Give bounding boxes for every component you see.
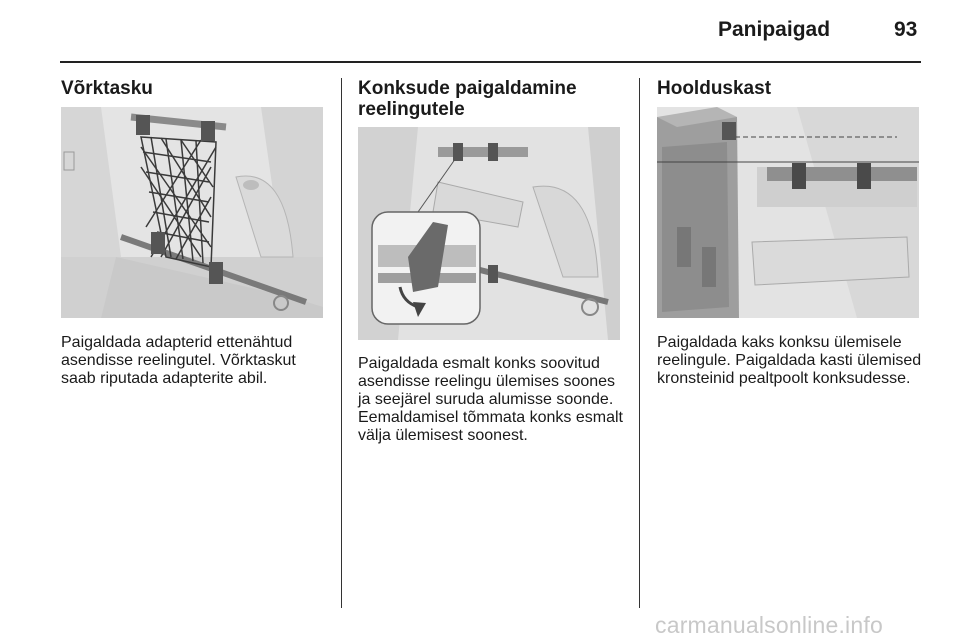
section-body-text: Paigaldada kaks konksu ülemisele reelingule. Paigaldada kasti ülemised kronsteinid pealtpoolt konksudesse. bbox=[657, 334, 922, 387]
hook-installation-illustration bbox=[358, 127, 620, 340]
net-pocket-illustration bbox=[61, 107, 323, 318]
section-body-text: Paigaldada esmalt konks soovitud asendisse reelingu ülemises soones ja seejärel suruda alumisse soonde. Eemaldamisel tõmmata konks esmalt välja ülemisest soonest. bbox=[358, 355, 623, 444]
column-divider-2 bbox=[639, 78, 640, 608]
page-number: 93 bbox=[894, 18, 918, 41]
service-box-illustration bbox=[657, 107, 919, 318]
watermark: carmanualsonline.info bbox=[655, 612, 883, 638]
page-title: Panipaigad bbox=[718, 18, 831, 41]
section-heading: Võrktasku bbox=[61, 78, 153, 99]
section-heading: Konksude paigaldamine reelingutele bbox=[358, 78, 577, 120]
section-body-text: Paigaldada adapterid ettenähtud asendisse reelingutel. Võrktaskut saab riputada adapterite abil. bbox=[61, 334, 296, 387]
header-rule bbox=[60, 61, 921, 63]
section-heading: Hoolduskast bbox=[657, 78, 772, 99]
column-divider-1 bbox=[341, 78, 342, 608]
